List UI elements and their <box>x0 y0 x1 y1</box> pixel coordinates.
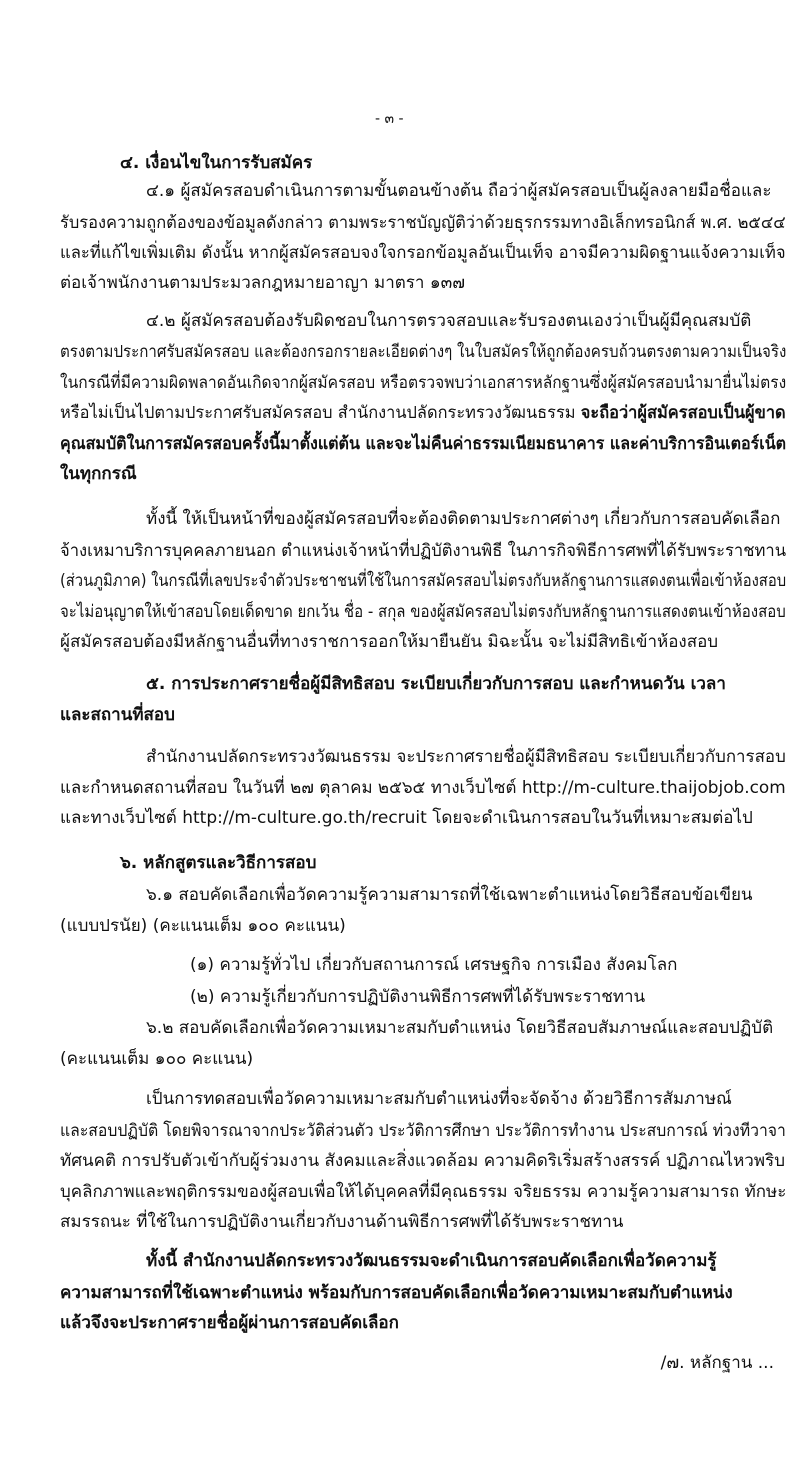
section-5-heading: ๕. การประกาศรายชื่อผู้มีสิทธิสอบ ระเบียบเกี่ยวกับการสอบ และกำหนดวัน เวลา <box>146 674 726 694</box>
continuation-note: /๗. หลักฐาน ... <box>660 1353 774 1373</box>
paragraph-line: จ้างเหมาบริการบุคคลภายนอก ตำแหน่งเจ้าหน้าที่ปฏิบัติงานพิธี ในภารกิจพิธีการศพที่ได้รับพระราชทาน <box>60 541 787 561</box>
list-item: (๒) ความรู้เกี่ยวกับการปฏิบัติงานพิธีการศพที่ได้รับพระราชทาน <box>190 987 646 1007</box>
paragraph-line: ต่อเจ้าพนักงานตามประมวลกฎหมายอาญา มาตรา ๑๓๗ <box>60 273 466 293</box>
paragraph-line: ตรงตามประกาศรับสมัครสอบ และต้องกรอกรายละเอียดต่างๆ ในใบสมัครให้ถูกต้องครบถ้วนตรงตามความเป็นจริง <box>60 342 787 362</box>
paragraph-line: ทั้งนี้ ให้เป็นหน้าที่ของผู้สมัครสอบที่จะต้องติดตามประกาศต่างๆ เกี่ยวกับการสอบคัดเลือก <box>146 509 781 529</box>
paragraph-line: และสอบปฏิบัติ โดยพิจารณาจากประวัติส่วนตัว ประวัติการศึกษา ประวัติการทำงาน ประสบการณ์ ท่วงทีวาจา <box>60 1121 786 1141</box>
paragraph-line-bold: ในทุกกรณี <box>60 464 137 484</box>
paragraph-line-bold: คุณสมบัติในการสมัครสอบครั้งนี้มาตั้งแต่ต้น และจะไม่คืนค่าธรรมเนียมธนาคาร และค่าบริการอินเตอร์เน็ต <box>60 434 787 454</box>
paragraph-line-bold: ทั้งนี้ สำนักงานปลัดกระทรวงวัฒนธรรมจะดำเนินการสอบคัดเลือกเพื่อวัดความรู้ <box>146 1251 717 1271</box>
paragraph-line: และที่แก้ไขเพิ่มเติม ดังนั้น หากผู้สมัครสอบจงใจกรอกข้อมูลอันเป็นเท็จ อาจมีความผิดฐานแจ้งความเท็จ <box>60 243 786 263</box>
paragraph-line: ในกรณีที่มีความผิดพลาดอันเกิดจากผู้สมัครสอบ หรือตรวจพบว่าเอกสารหลักฐานซึ่งผู้สมัครสอบนำมายื่นไม่ตรง <box>60 373 787 393</box>
paragraph-line: (แบบปรนัย) (คะแนนเต็ม ๑๐๐ คะแนน) <box>60 916 346 936</box>
list-item: (๑) ความรู้ทั่วไป เกี่ยวกับสถานการณ์ เศรษฐกิจ การเมือง สังคมโลก <box>190 955 678 975</box>
paragraph-line-bold: ความสามารถที่ใช้เฉพาะตำแหน่ง พร้อมกับการสอบคัดเลือกเพื่อวัดความเหมาะสมกับตำแหน่ง <box>60 1283 733 1303</box>
paragraph-line: (คะแนนเต็ม ๑๐๐ คะแนน) <box>60 1049 254 1069</box>
paragraph-line: ทัศนคติ การปรับตัวเข้ากับผู้ร่วมงาน สังคมและสิ่งแวดล้อม ความคิดริเริ่มสร้างสรรค์ ปฏิภาณไหวพริบ <box>60 1151 785 1171</box>
text-run: หรือไม่เป็นไปตามประกาศรับสมัครสอบ สำนักงานปลัดกระทรวงวัฒนธรรม <box>60 403 581 423</box>
section-4-heading: ๔. เงื่อนไขในการรับสมัคร <box>120 153 313 173</box>
paragraph-line: ผู้สมัครสอบต้องมีหลักฐานอื่นที่ทางราชการออกให้มายืนยัน มิฉะนั้น จะไม่มีสิทธิเข้าห้องสอบ <box>60 632 719 652</box>
paragraph-line: และกำหนดสถานที่สอบ ในวันที่ ๒๗ ตุลาคม ๒๕๖๕ ทางเว็บไซต์ http://m-culture.thaijobjob.com <box>60 778 786 798</box>
paragraph-line: สมรรถนะ ที่ใช้ในการปฏิบัติงานเกี่ยวกับงานด้านพิธีการศพที่ได้รับพระราชทาน <box>60 1212 624 1232</box>
paragraph-line: ๔.๑ ผู้สมัครสอบดำเนินการตามขั้นตอนข้างต้น ถือว่าผู้สมัครสอบเป็นผู้ลงลายมือชื่อและ <box>146 181 772 201</box>
paragraph-line: (ส่วนภูมิภาค) ในกรณีที่เลขประจำตัวประชาชนที่ใช้ในการสมัครสอบไม่ตรงกับหลักฐานการแสดงตนเพื่อเข้าห้องสอบ <box>60 571 787 591</box>
paragraph-line-bold: แล้วจึงจะประกาศรายชื่อผู้ผ่านการสอบคัดเลือก <box>60 1313 399 1333</box>
paragraph-line: ๔.๒ ผู้สมัครสอบต้องรับผิดชอบในการตรวจสอบและรับรองตนเองว่าเป็นผู้มีคุณสมบัติ <box>146 311 752 331</box>
section-5-heading: และสถานที่สอบ <box>60 705 175 725</box>
paragraph-line: บุคลิกภาพและพฤติกรรมของผู้สอบเพื่อให้ได้บุคคลที่มีคุณธรรม จริยธรรม ความรู้ความสามารถ ทักษะ <box>60 1182 787 1202</box>
text-run-bold: จะถือว่าผู้สมัครสอบเป็นผู้ขาด <box>580 403 786 423</box>
page-number: - ๓ - <box>375 111 404 127</box>
paragraph-line: ๖.๒ สอบคัดเลือกเพื่อวัดความเหมาะสมกับตำแหน่ง โดยวิธีสอบสัมภาษณ์และสอบปฏิบัติ <box>146 1018 774 1038</box>
paragraph-line: ๖.๑ สอบคัดเลือกเพื่อวัดความรู้ความสามารถที่ใช้เฉพาะตำแหน่งโดยวิธีสอบข้อเขียน <box>146 885 753 905</box>
paragraph-line: จะไม่อนุญาตให้เข้าสอบโดยเด็ดขาด ยกเว้น ชื่อ - สกุล ของผู้สมัครสอบไม่ตรงกับหลักฐานการแสดงตนเข้าห้องสอบ <box>60 602 786 622</box>
paragraph-line <box>60 402 786 424</box>
paragraph-line: เป็นการทดสอบเพื่อวัดความเหมาะสมกับตำแหน่งที่จะจัดจ้าง ด้วยวิธีการสัมภาษณ์ <box>146 1089 732 1109</box>
paragraph-line: รับรองความถูกต้องของข้อมูลดังกล่าว ตามพระราชบัญญัติว่าด้วยธุรกรรมทางอิเล็กทรอนิกส์ พ.ศ. ๒๕๔๔ <box>60 213 786 233</box>
paragraph-line: และทางเว็บไซต์ http://m-culture.go.th/recruit โดยจะดำเนินการสอบในวันที่เหมาะสมต่อไป <box>60 808 753 828</box>
paragraph-line: สำนักงานปลัดกระทรวงวัฒนธรรม จะประกาศรายชื่อผู้มีสิทธิสอบ ระเบียบเกี่ยวกับการสอบ <box>146 747 786 767</box>
section-6-heading: ๖. หลักสูตรและวิธีการสอบ <box>120 853 317 873</box>
